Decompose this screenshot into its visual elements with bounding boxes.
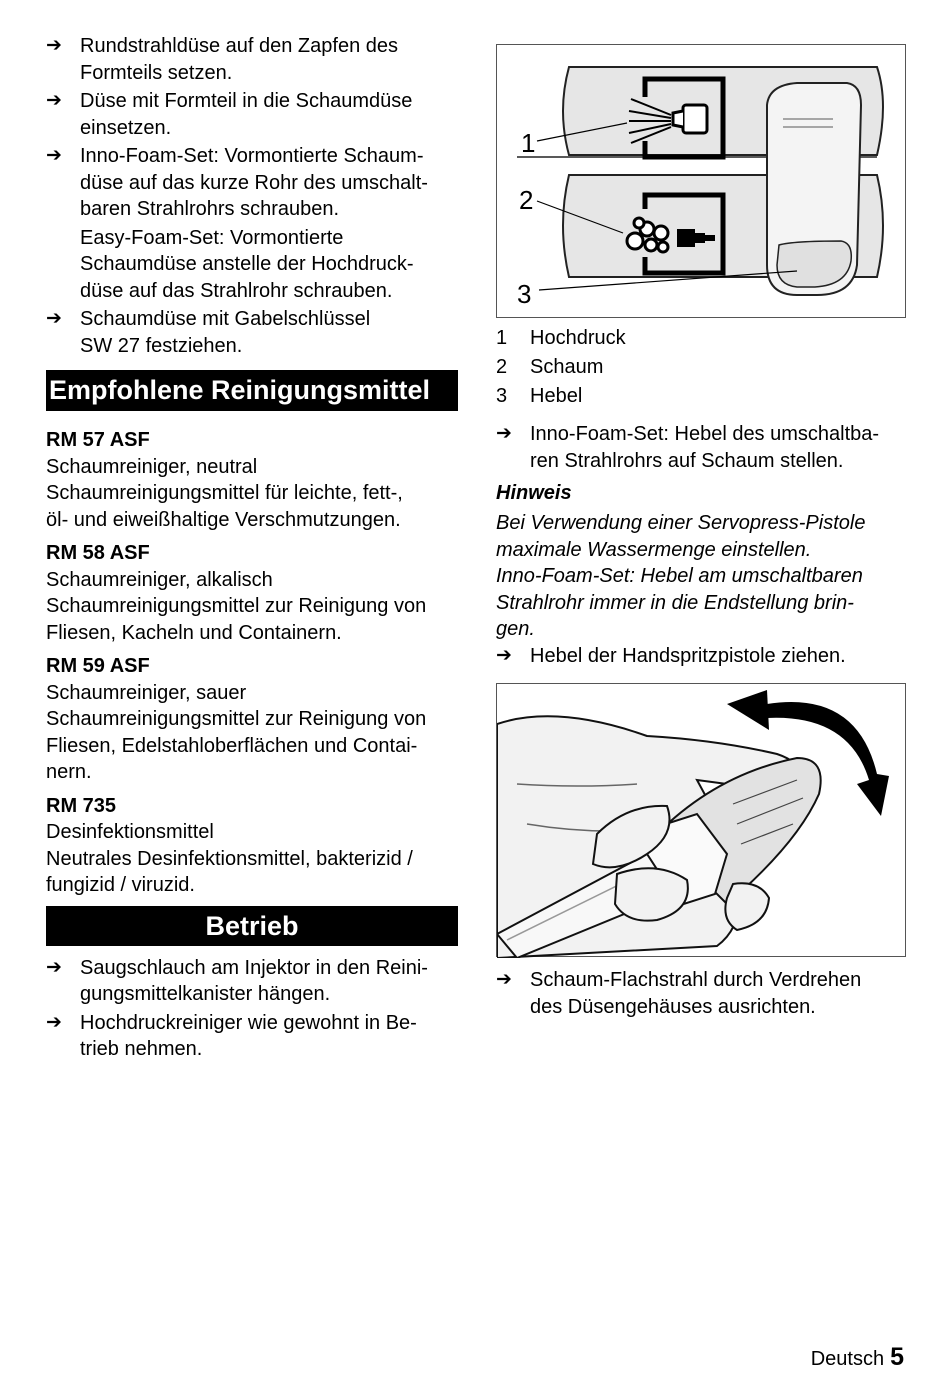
arrow-right-icon: ➔ [46, 90, 62, 111]
step-text-line: gungsmittelkanister hängen. [80, 983, 331, 1005]
instruction-list [496, 967, 908, 1020]
foam-nozzle-tip [695, 233, 705, 243]
figure-label-2: 2 [519, 185, 534, 215]
text-line: Bei Verwendung einer Servopress-Pistole [496, 512, 866, 534]
product-list [46, 427, 458, 899]
legend-number: 3 [496, 385, 508, 407]
page-footer [811, 1343, 904, 1372]
product-entry [46, 793, 458, 899]
section-heading: Empfohlene Reinigungsmittel [46, 370, 458, 411]
product-description-line: Schaumreiniger, alkalisch [46, 568, 273, 591]
product-description-line: Fliesen, Edelstahloberflächen und Contai- [46, 734, 418, 757]
instruction-step [46, 33, 458, 86]
instruction-list [496, 643, 908, 670]
foam-nozzle-icon [677, 229, 695, 247]
page-number: 5 [890, 1343, 904, 1371]
product-name: RM 58 ASF [46, 542, 150, 564]
instruction-list [46, 33, 458, 223]
arrow-right-icon: ➔ [496, 423, 512, 444]
step-text-line: Düse mit Formteil in die Schaumdüse [80, 90, 413, 112]
product-entry [46, 540, 458, 646]
step-text-line: Rundstrahldüse auf den Zapfen des [80, 35, 398, 57]
arrow-right-icon: ➔ [46, 956, 62, 978]
step-text-line: SW 27 festziehen. [80, 334, 243, 357]
product-description-line: öl- und eiweißhaltige Verschmutzungen. [46, 508, 401, 531]
legend-number: 1 [496, 327, 508, 349]
footer-language: Deutsch [810, 1348, 885, 1370]
legend-item [496, 382, 908, 411]
step-text-line: düse auf das kurze Rohr des umschalt- [80, 171, 428, 194]
legend-item [496, 324, 908, 353]
section-heading: Betrieb [46, 906, 458, 946]
figure-label-3: 3 [517, 279, 532, 309]
arrow-right-icon: ➔ [496, 969, 512, 990]
legend-number: 2 [496, 356, 508, 378]
foam-nozzle-tip [705, 235, 715, 241]
instruction-step [496, 421, 908, 474]
product-description-line: Schaumreiniger, neutral [46, 455, 258, 478]
text-line: Inno-Foam-Set: Hebel am umschaltbaren [496, 565, 863, 587]
finger [725, 883, 769, 930]
arrow-right-icon: ➔ [46, 1011, 62, 1033]
instruction-step [496, 643, 908, 670]
hand-trigger-illustration [497, 684, 907, 958]
instruction-step [46, 955, 458, 1008]
arrow-right-icon: ➔ [46, 145, 62, 166]
product-description-line: Fliesen, Kacheln und Containern. [46, 621, 342, 644]
product-description-line: fungizid / viruzid. [46, 874, 195, 896]
product-description-line: Desinfektionsmittel [46, 821, 214, 843]
lever-grip [777, 241, 851, 287]
step-text-line: Hebel der Handspritzpistole ziehen. [530, 644, 846, 667]
product-description-line: Schaumreinigungsmittel für leichte, fett-, [46, 482, 403, 504]
nozzle-icon [683, 105, 707, 133]
step-text-line: baren Strahlrohrs schrauben. [80, 198, 340, 220]
easy-foam-paragraph [46, 225, 458, 305]
instruction-step [46, 143, 458, 223]
text-line: gen. [496, 618, 535, 640]
legend-text: Hochdruck [530, 327, 626, 349]
text-line: düse auf das Strahlrohr schrauben. [80, 279, 393, 302]
step-text-line: einsetzen. [80, 116, 172, 139]
arrow-right-icon: ➔ [46, 308, 62, 329]
product-description-line: Schaumreinigungsmittel zur Reinigung von [46, 708, 427, 730]
legend-text: Schaum [530, 356, 604, 378]
text-line: Schaumdüse anstelle der Hochdruck- [80, 253, 414, 275]
instruction-list [46, 306, 458, 359]
note-text [496, 510, 908, 643]
product-description-line: nern. [46, 761, 92, 783]
step-text-line: Schaumdüse mit Gabelschlüssel [80, 308, 371, 330]
figure-label-1: 1 [521, 128, 536, 158]
product-description-line: Neutrales Desinfektionsmittel, bakterizid / [46, 847, 413, 870]
step-text-line: trieb nehmen. [80, 1038, 203, 1060]
foam-bubble-icon [627, 233, 643, 249]
product-name: RM 59 ASF [46, 655, 150, 677]
product-name: RM 57 ASF [46, 429, 150, 451]
text-line: Easy-Foam-Set: Vormontierte [80, 226, 344, 249]
product-entry [46, 653, 458, 786]
left-column [46, 33, 458, 1065]
hand-trigger-figure [496, 683, 906, 957]
product-name: RM 735 [46, 794, 117, 817]
foam-bubble-icon [634, 218, 644, 228]
figure-legend [496, 324, 908, 411]
arrow-right-icon: ➔ [46, 35, 62, 56]
nozzle-switch-figure [496, 44, 906, 318]
foam-bubble-icon [645, 239, 657, 251]
instruction-list [496, 421, 908, 474]
note-title: Hinweis [496, 482, 572, 504]
step-text-line: ren Strahlrohrs auf Schaum stellen. [530, 449, 844, 472]
instruction-step [46, 306, 458, 359]
arrowhead-top [727, 690, 769, 730]
right-column [496, 44, 908, 1022]
nozzle-switch-illustration [497, 45, 907, 319]
instruction-list [46, 955, 458, 1063]
product-description-line: Schaumreinigungsmittel zur Reinigung von [46, 595, 427, 617]
step-text-line: Formteils setzen. [80, 61, 233, 84]
text-line: maximale Wassermenge einstellen. [496, 538, 812, 561]
product-entry [46, 427, 458, 533]
step-text-line: des Düsengehäuses ausrichten. [530, 995, 816, 1018]
step-text-line: Schaum-Flachstrahl durch Verdrehen [530, 969, 862, 991]
legend-text: Hebel [530, 385, 583, 407]
step-text-line: Hochdruckreiniger wie gewohnt in Be- [80, 1011, 417, 1034]
instruction-step [496, 967, 908, 1020]
arrow-right-icon: ➔ [496, 644, 512, 666]
foam-bubble-icon [658, 242, 668, 252]
foam-bubble-icon [654, 226, 668, 240]
step-text-line: Inno-Foam-Set: Hebel des umschaltba- [530, 423, 880, 445]
product-description-line: Schaumreiniger, sauer [46, 681, 247, 704]
instruction-step [46, 1010, 458, 1063]
instruction-step [46, 88, 458, 141]
nozzle-tip [673, 111, 683, 127]
step-text-line: Inno-Foam-Set: Vormontierte Schaum- [80, 145, 424, 167]
text-line: Strahlrohr immer in die Endstellung brin- [496, 591, 854, 614]
legend-item [496, 353, 908, 382]
step-text-line: Saugschlauch am Injektor in den Reini- [80, 956, 428, 979]
